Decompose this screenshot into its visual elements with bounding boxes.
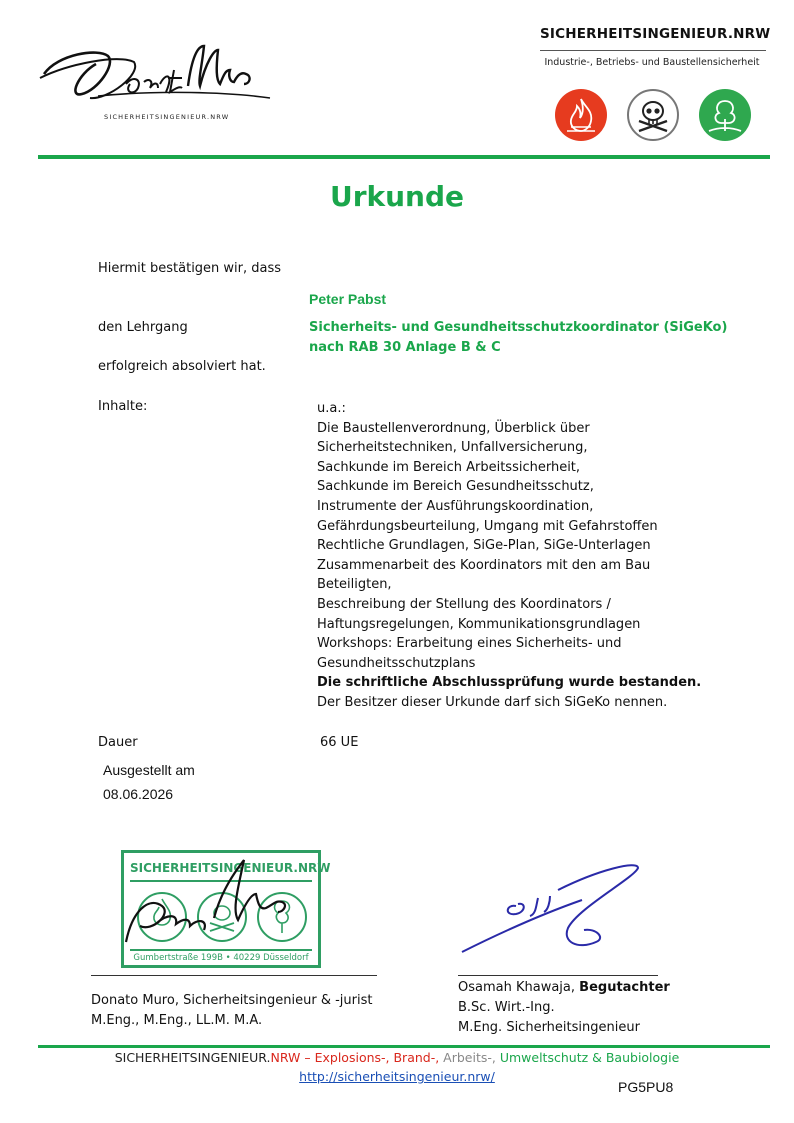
donato-muro-logo: [38, 34, 278, 134]
stamp-title: SICHERHEITSINGENIEUR.NRW: [130, 861, 331, 875]
right-signatory-role: Begutachter: [579, 980, 670, 995]
contents-line: Sachkunde im Bereich Gesundheitsschutz,: [317, 479, 594, 495]
title-permission: Der Besitzer dieser Urkunde darf sich SiGeKo nennen.: [317, 694, 668, 710]
footer-sep: –: [300, 1050, 315, 1065]
contents-label: Inhalte:: [98, 399, 148, 414]
contents-line: Sachkunde im Bereich Arbeitssicherheit,: [317, 459, 581, 475]
left-signature-line: [91, 975, 377, 976]
left-signatory-line1: Donato Muro, Sicherheitsingenieur & -jurist: [91, 993, 373, 1008]
footer-tagline: [0, 1050, 794, 1065]
contents-line: Beschreibung der Stellung des Koordinators /: [317, 596, 611, 612]
footer-text-2: Arbeits-,: [439, 1050, 496, 1065]
footer-brand-b: NRW: [270, 1050, 301, 1065]
right-signatory-line2: B.Sc. Wirt.-Ing.: [458, 1000, 555, 1015]
tree-icon: [699, 89, 751, 141]
document-code: PG5PU8: [618, 1079, 674, 1095]
contents-line: Instrumente der Ausführungskoordination,: [317, 498, 594, 514]
brand-subtitle: Industrie-, Betriebs- und Baustellensicherheit: [544, 57, 760, 68]
left-signature-icon: [118, 852, 331, 952]
contents-line: Zusammenarbeit des Koordinators mit den am Bau: [317, 557, 651, 573]
issued-date: 08.06.2026: [103, 786, 174, 802]
contents-line: Gefährdungsbeurteilung, Umgang mit Gefahrstoffen: [317, 518, 658, 534]
course-name-line2: nach RAB 30 Anlage B & C: [309, 340, 501, 355]
course-label: den Lehrgang: [98, 320, 188, 335]
duration-label: Dauer: [98, 735, 138, 750]
intro-text: Hiermit bestätigen wir, dass: [98, 261, 282, 276]
contents-list: [317, 399, 737, 713]
fire-icon: [555, 89, 607, 141]
contents-line: u.a.:: [317, 401, 346, 416]
right-signature-line: [458, 975, 658, 976]
skull-icon: [627, 89, 679, 141]
footer-text-1: Explosions-, Brand-,: [314, 1050, 440, 1065]
left-signatory-line2: M.Eng., M.Eng., LL.M. M.A.: [91, 1013, 263, 1028]
contents-line: Rechtliche Grundlagen, SiGe-Plan, SiGe-Unterlagen: [317, 538, 651, 554]
course-name-line1: Sicherheits- und Gesundheitsschutzkoordinator (SiGeKo): [309, 320, 728, 335]
footer-divider: [38, 1045, 770, 1048]
right-signatory-line3: M.Eng. Sicherheitsingenieur: [458, 1020, 640, 1035]
contents-line: Workshops: Erarbeitung eines Sicherheits- und: [317, 636, 622, 652]
footer-text-3: Umweltschutz & Baubiologie: [495, 1050, 680, 1065]
logo-tagline: SICHERHEITSINGENIEUR.NRW: [104, 113, 230, 121]
contents-line: Sicherheitstechniken, Unfallversicherung,: [317, 440, 588, 456]
page-title: Urkunde: [329, 180, 465, 213]
duration-value: 66 UE: [320, 735, 359, 750]
website-link[interactable]: http://sicherheitsingenieur.nrw/: [299, 1069, 495, 1084]
contents-line: Haftungsregelungen, Kommunikationsgrundlagen: [317, 616, 641, 632]
right-signatory-name: Osamah Khawaja,: [458, 980, 576, 995]
contents-line: Beteiligten,: [317, 577, 392, 593]
completed-text: erfolgreich absolviert hat.: [98, 359, 266, 374]
brand-rule: [540, 50, 766, 51]
brand-title: SICHERHEITSINGENIEUR.NRW: [540, 26, 771, 42]
header-divider: [38, 155, 770, 159]
right-signature-icon: [458, 860, 648, 960]
footer-brand-a: SICHERHEITSINGENIEUR.: [114, 1050, 271, 1065]
exam-passed: Die schriftliche Abschlussprüfung wurde bestanden.: [317, 675, 702, 691]
issued-label: Ausgestellt am: [103, 762, 195, 778]
contents-line: Gesundheitsschutzplans: [317, 655, 476, 671]
contents-line: Die Baustellenverordnung, Überblick über: [317, 420, 590, 436]
stamp-address: Gumbertstraße 199B • 40229 Düsseldorf: [133, 953, 309, 963]
right-signatory-line1: [458, 978, 670, 998]
recipient-name: Peter Pabst: [309, 291, 387, 307]
